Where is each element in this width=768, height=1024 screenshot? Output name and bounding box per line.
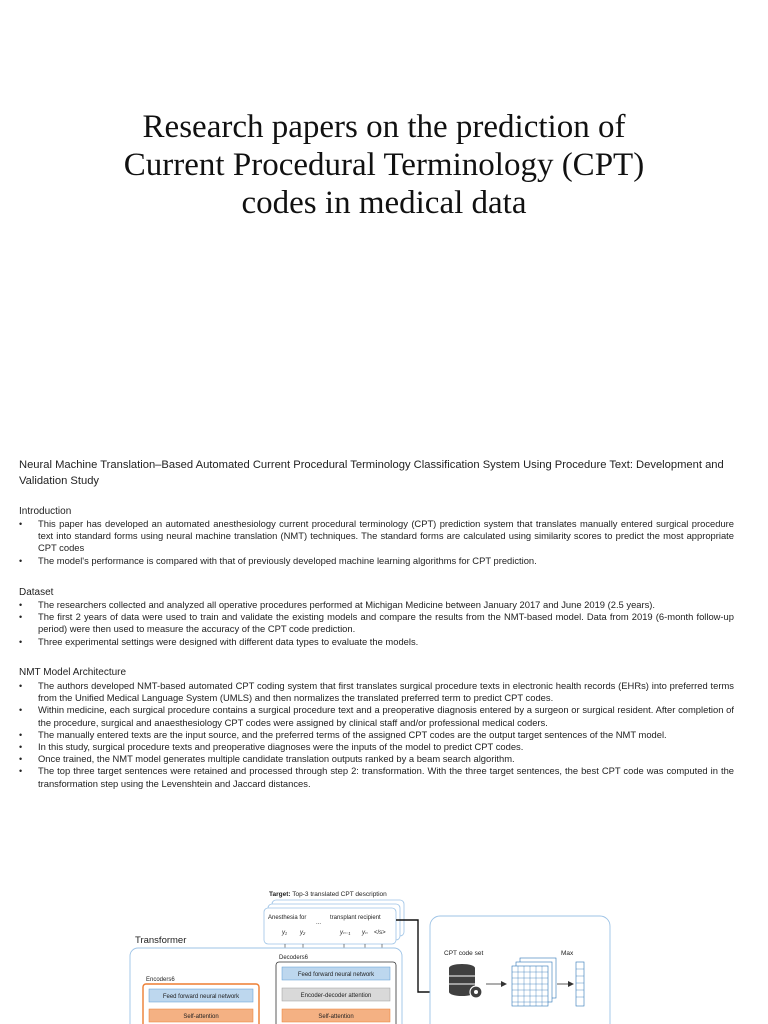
list-item: • The model's performance is compared with that of previously developed machine learning algorithms for CPT prediction. <box>19 555 734 567</box>
cpt-code-set-label: CPT code set <box>444 950 484 957</box>
slide-title-line-3: codes in medical data <box>241 185 527 221</box>
slide-title-line-1: Research papers on the prediction of <box>142 109 626 145</box>
list-item: • The first 2 years of data were used to train and validate the existing models and compare the results from the NMT-based model. Data from 2019 (6-month follow-up period) were then used to measure the accuracy of the CPT code prediction. <box>19 611 734 635</box>
distance-matrices <box>512 958 556 1006</box>
slide-title <box>60 108 708 222</box>
list-item: • The manually entered texts are the input source, and the preferred terms of the assigned CPT codes are the output target sentences of the NMT model. <box>19 729 734 741</box>
token-y1: y₁ <box>282 930 287 936</box>
encoders-label: Encoders6 <box>146 977 175 983</box>
token-transplant-recipient: transplant recipient <box>330 915 381 921</box>
introduction-heading: Introduction <box>19 506 72 517</box>
dataset-list <box>19 599 734 648</box>
token-end: </s> <box>374 930 386 936</box>
list-item: • The top three target sentences were retained and processed through step 2: transformation. With the three target sentences, the best CPT code was computed in the transformation step using the Levenshtein and Jaccard distances. <box>19 765 734 789</box>
list-item: • Within medicine, each surgical procedure contains a surgical procedure text and a preoperative diagnosis entered by a surgeon or surgical resident. After completion of the procedure, surgical and anaesthesiology CPT codes were assigned by clinical staff and/or professional medical coders. <box>19 704 734 728</box>
introduction-list <box>19 518 734 567</box>
architecture-list <box>19 680 734 790</box>
architecture-heading: NMT Model Architecture <box>19 667 127 678</box>
token-ellipsis: ... <box>316 920 322 926</box>
target-box-front <box>264 908 396 944</box>
token-yn-1: yₙ₋₁ <box>340 930 351 936</box>
list-item: • The researchers collected and analyzed all operative procedures performed at Michigan Medicine between January 2017 and June 2019 (2.5 years). <box>19 599 734 611</box>
token-anesthesia-for: Anesthesia for <box>268 915 307 921</box>
list-item: • Once trained, the NMT model generates multiple candidate translation outputs ranked by a beam search algorithm. <box>19 753 734 765</box>
encoder-feed-forward-label: Feed forward neural network <box>162 994 240 1000</box>
list-item: • Three experimental settings were designed with different data types to evaluate the models. <box>19 636 734 648</box>
list-item: • This paper has developed an automated anesthesiology current procedural terminology (CPT) prediction system that translates manually entered surgical procedure text into standard forms using neural machine translation (NMT) techniques. The standard forms are calculated using similarity scores to predict the most appropriate CPT codes <box>19 518 734 555</box>
dataset-heading: Dataset <box>19 587 54 598</box>
max-vector <box>576 962 584 1006</box>
decoders-label: Decoders6 <box>279 955 309 961</box>
decoder-feed-forward-label: Feed forward neural network <box>297 972 375 978</box>
list-item: • The authors developed NMT-based automated CPT coding system that first translates surgical procedure texts in electronic health records (EHRs) into preferred terms from the Unified Medical Language System (UMLS) and then normalizes the translated preferred term to predict CPT codes. <box>19 680 734 704</box>
encoder-decoder-attention-label: Encoder-decoder attention <box>300 993 372 999</box>
encoder-self-attention-label: Self-attention <box>183 1014 219 1020</box>
transformer-label: Transformer <box>135 935 187 946</box>
max-label: Max <box>561 950 574 957</box>
slide-title-line-2: Current Procedural Terminology (CPT) <box>123 147 645 183</box>
token-yn: yₙ <box>362 930 368 936</box>
target-label: Target: Top-3 translated CPT description <box>269 891 387 898</box>
decoder-self-attention-label: Self-attention <box>318 1014 354 1020</box>
list-item: • In this study, surgical procedure texts and preoperative diagnoses were the inputs of the model to predict CPT codes. <box>19 741 734 753</box>
nmt-architecture-diagram <box>0 880 768 1024</box>
paper-title: Neural Machine Translation–Based Automated Current Procedural Terminology Classification System Using Procedure Text: Development and Validation Study <box>19 459 724 487</box>
token-y2: y₂ <box>300 930 306 936</box>
